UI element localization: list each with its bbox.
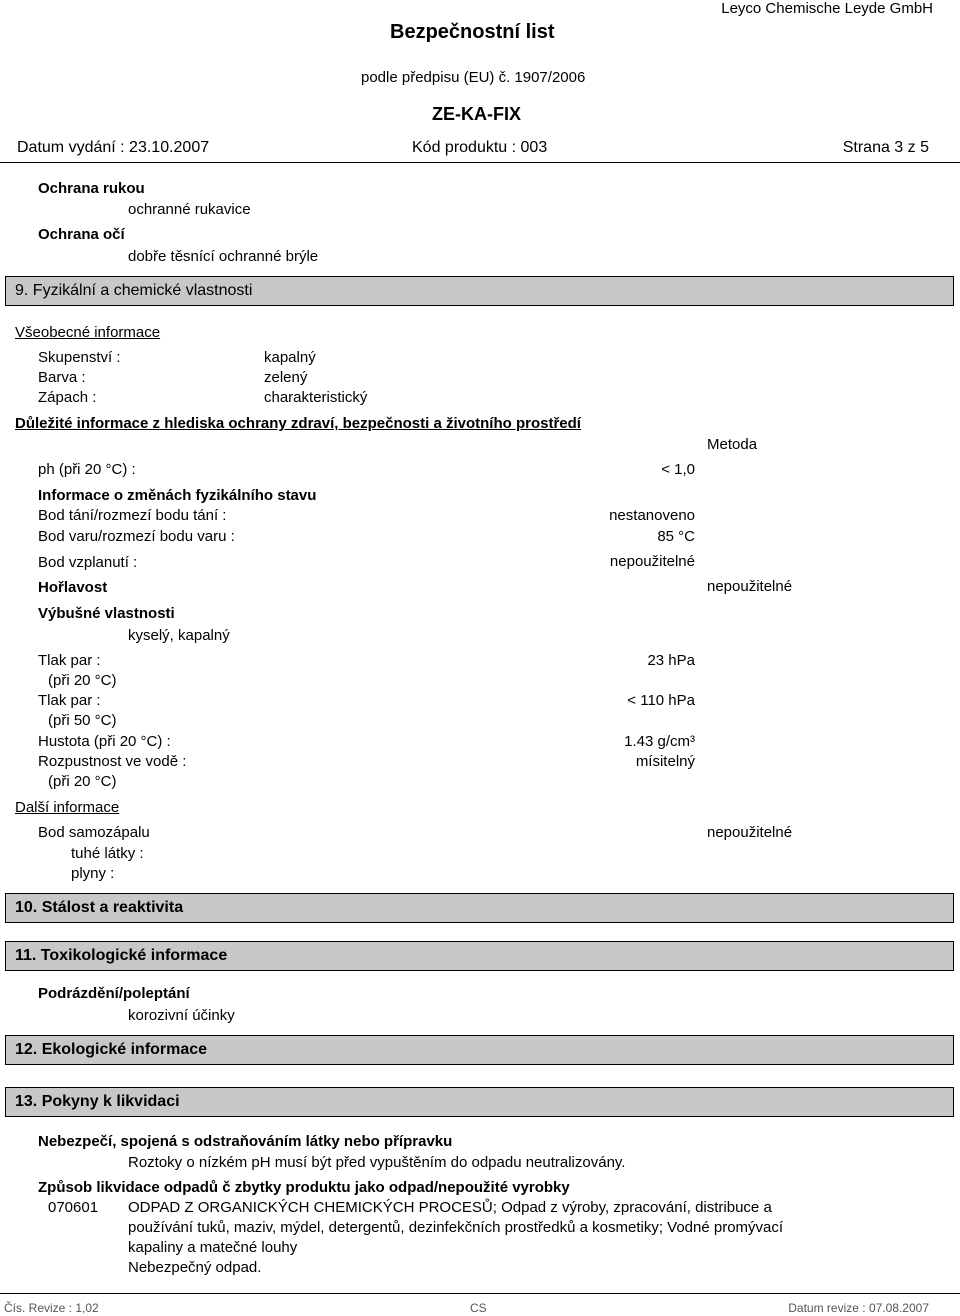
- waste-code: 070601: [48, 1199, 99, 1216]
- flash-point-label: Bod vzplanutí :: [38, 554, 138, 571]
- disposal-hazard-heading: Nebezpečí, spojená s odstraňováním látky nebo přípravku: [38, 1133, 453, 1150]
- density-value: 1.43 g/cm³: [624, 733, 695, 750]
- section-12-bar: [5, 1035, 954, 1065]
- flash-point-value: nepoužitelné: [609, 553, 695, 570]
- ph-label: ph (při 20 °C) :: [38, 461, 136, 478]
- density-label: Hustota (při 20 °C) :: [38, 733, 171, 750]
- company-name: Leyco Chemische Leyde GmbH: [721, 0, 933, 17]
- waste-description-line-1: ODPAD Z ORGANICKÝCH CHEMICKÝCH PROCESŮ; Odpad z výroby, zpracování, distribuce a: [128, 1199, 772, 1216]
- melting-point-value: nestanoveno: [609, 507, 695, 524]
- color-value: zelený: [264, 369, 308, 386]
- section-11-title: 11. Toxikologické informace: [15, 947, 228, 964]
- vapor-pressure-value: 23 hPa: [647, 652, 695, 669]
- section-10-bar: [5, 893, 954, 923]
- section-10-title: 10. Stálost a reaktivita: [15, 899, 184, 916]
- hand-protection-value: ochranné rukavice: [128, 201, 251, 218]
- boiling-point-label: Bod varu/rozmezí bodu varu :: [38, 528, 235, 545]
- vapor-pressure-condition-2: (při 50 °C): [48, 712, 117, 729]
- waste-description-line-2: používání tuků, maziv, mýdel, detergentů, dezinfekčních prostředků a kosmetiky; Vodné promývací: [128, 1219, 784, 1236]
- section-13-title: 13. Pokyny k likvidaci: [15, 1093, 180, 1110]
- issue-date: Datum vydání : 23.10.2007: [17, 139, 210, 156]
- irritation-value: korozivní účinky: [128, 1007, 235, 1024]
- section-12-title: 12. Ekologické informace: [15, 1041, 208, 1058]
- product-code: Kód produktu : 003: [412, 139, 548, 156]
- ph-value: < 1,0: [661, 461, 695, 478]
- flammability-label: Hořlavost: [38, 579, 108, 596]
- product-name: ZE-KA-FIX: [432, 104, 521, 124]
- vapor-pressure-label-2: Tlak par :: [38, 692, 101, 709]
- vapor-pressure-value-2: < 110 hPa: [627, 692, 695, 709]
- section-11-bar: [5, 941, 954, 971]
- section-13-bar: [5, 1087, 954, 1117]
- odor-label: Zápach :: [38, 389, 97, 406]
- disposal-hazard-text: Roztoky o nízkém pH musí být před vypuštěním do odpadu neutralizovány.: [128, 1154, 626, 1171]
- flammability-value: nepoužitelné: [707, 578, 793, 595]
- page-number: Strana 3 z 5: [842, 139, 929, 156]
- header-divider: [0, 162, 960, 163]
- state-label: Skupenství :: [38, 349, 121, 366]
- vapor-pressure-condition: (při 20 °C): [48, 672, 117, 689]
- vapor-pressure-label: Tlak par :: [38, 652, 101, 669]
- section-9-title: 9. Fyzikální a chemické vlastnosti: [15, 282, 253, 299]
- autoignition-label: Bod samozápalu: [38, 824, 150, 841]
- solubility-label: Rozpustnost ve vodě :: [38, 753, 187, 770]
- state-change-heading: Informace o změnách fyzikálního stavu: [38, 487, 317, 504]
- color-label: Barva :: [38, 369, 86, 386]
- irritation-label: Podrázdění/poleptání: [38, 985, 190, 1002]
- document-title: Bezpečnostní list: [390, 21, 555, 43]
- footer-divider: [0, 1293, 960, 1294]
- method-column-header: Metoda: [707, 436, 758, 453]
- important-info-heading: Důležité informace z hlediska ochrany zdraví, bezpečnosti a životního prostředí: [15, 415, 581, 432]
- odor-value: charakteristický: [264, 389, 368, 406]
- waste-description-line-4: Nebezpečný odpad.: [128, 1259, 262, 1276]
- explosive-properties-label: Výbušné vlastnosti: [38, 605, 175, 622]
- regulation-text: podle předpisu (EU) č. 1907/2006: [361, 69, 586, 86]
- eye-protection-value: dobře těsnící ochranné brýle: [128, 248, 319, 265]
- solids-label: tuhé látky :: [71, 845, 144, 862]
- boiling-point-value: 85 °C: [657, 528, 695, 545]
- section-9-bar: [5, 276, 954, 306]
- disposal-method-heading: Způsob likvidace odpadů č zbytky produktu jako odpad/nepoužité vyrobky: [38, 1179, 570, 1196]
- revision-date: Datum revize : 07.08.2007: [788, 1301, 929, 1315]
- state-value: kapalný: [264, 349, 316, 366]
- revision-number: Čís. Revize : 1,02: [4, 1301, 99, 1315]
- solubility-condition: (při 20 °C): [48, 773, 117, 790]
- autoignition-value: nepoužitelné: [707, 824, 793, 841]
- hand-protection-label: Ochrana rukou: [38, 180, 145, 197]
- waste-description-line-3: kapaliny a matečné louhy: [128, 1239, 298, 1256]
- other-info-heading: Další informace: [15, 799, 120, 816]
- general-info-heading: Všeobecné informace: [15, 324, 161, 341]
- melting-point-label: Bod tání/rozmezí bodu tání :: [38, 507, 227, 524]
- solubility-value: mísitelný: [635, 753, 695, 770]
- gases-label: plyny :: [71, 865, 115, 882]
- language-code: CS: [470, 1301, 487, 1315]
- explosive-properties-value: kyselý, kapalný: [128, 627, 230, 644]
- eye-protection-label: Ochrana očí: [38, 226, 125, 243]
